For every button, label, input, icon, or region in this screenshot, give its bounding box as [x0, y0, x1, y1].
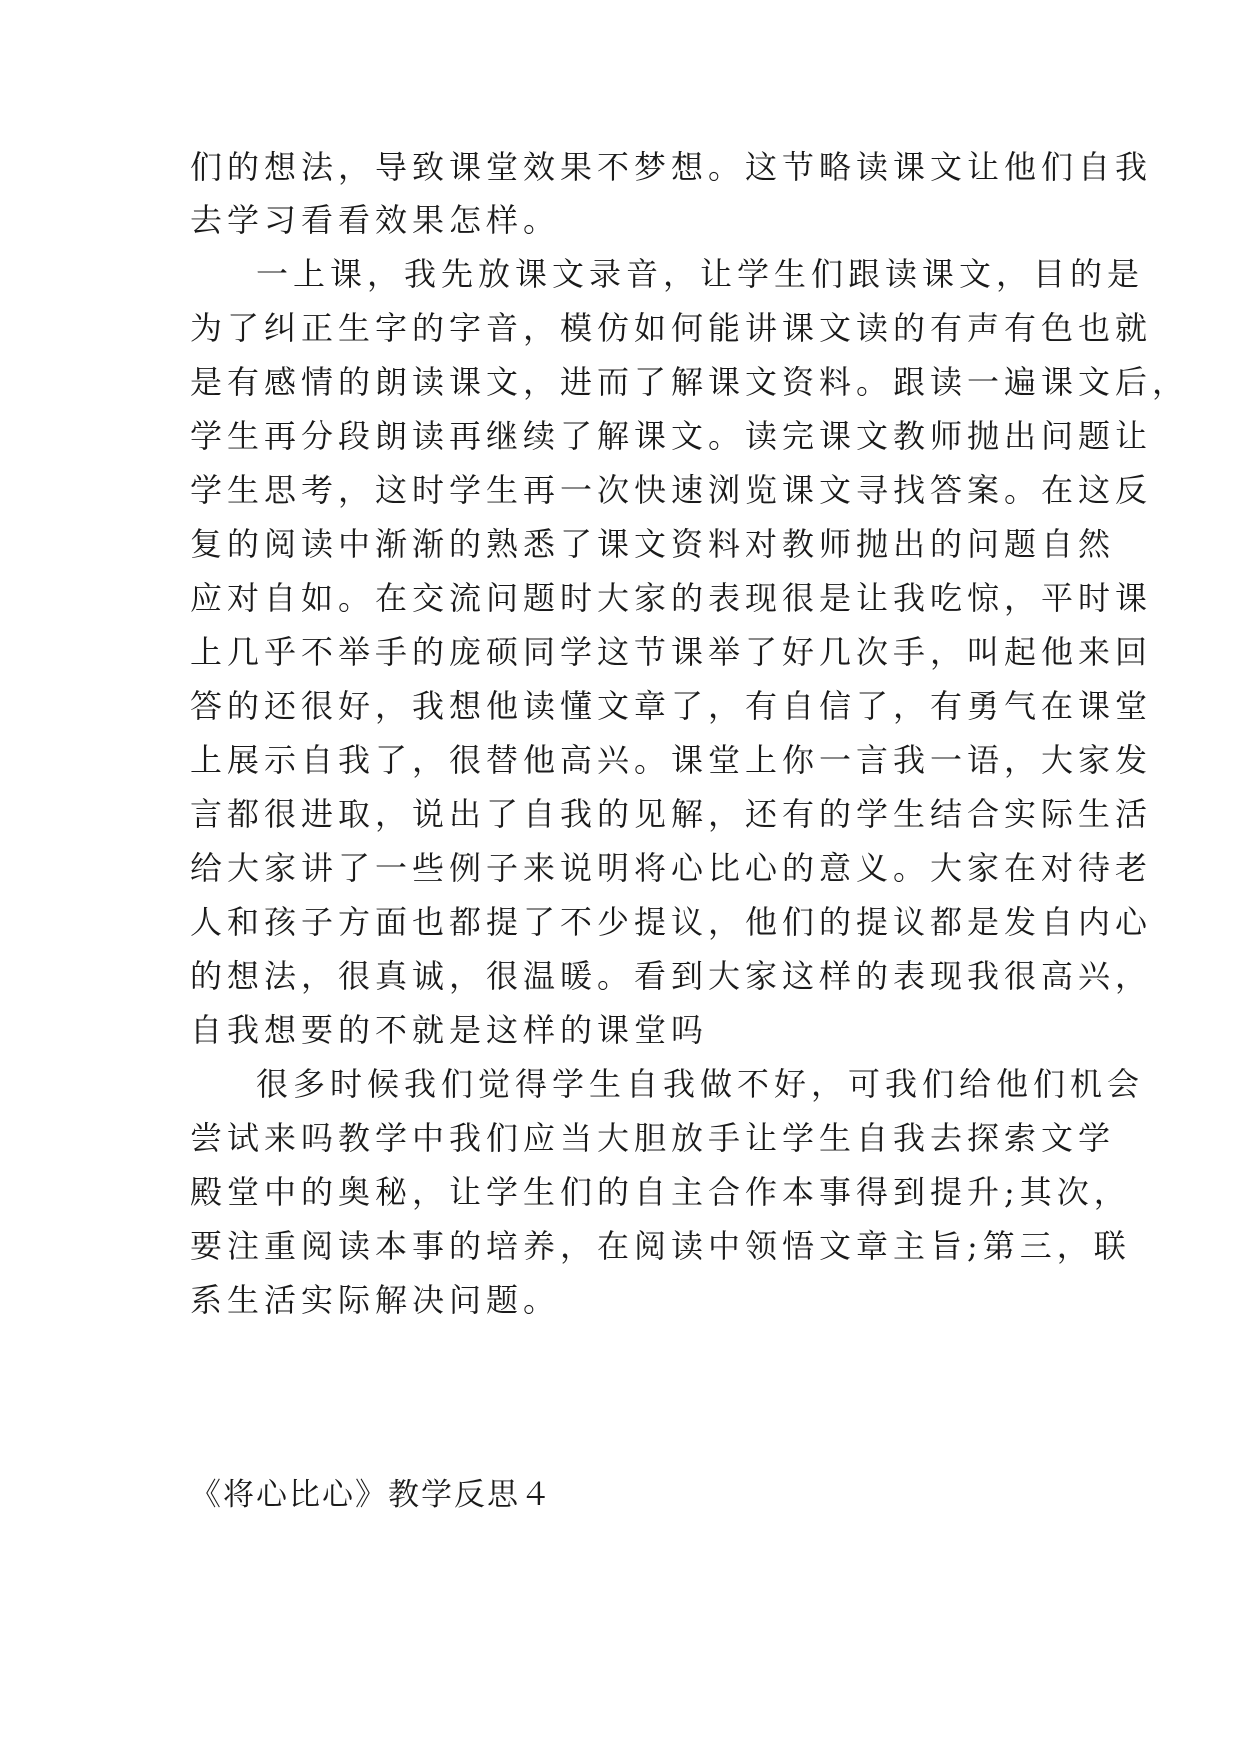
paragraph-line: 尝试来吗教学中我们应当大胆放手让学生自我去探索文学: [190, 1119, 1116, 1157]
paragraph-line: 学生思考，这时学生再一次快速浏览课文寻找答案。在这反: [190, 471, 1153, 509]
paragraph-line: 很多时候我们觉得学生自我做不好，可我们给他们机会: [256, 1065, 1145, 1103]
section-heading: 《将心比心》教学反思４: [190, 1477, 553, 1513]
paragraph-line: 们的想法，导致课堂效果不梦想。这节略读课文让他们自我: [190, 148, 1153, 186]
paragraph-line: 一上课，我先放课文录音，让学生们跟读课文，目的是: [256, 255, 1145, 293]
paragraph-line: 言都很进取，说出了自我的见解，还有的学生结合实际生活: [190, 795, 1153, 833]
paragraph-line: 应对自如。在交流问题时大家的表现很是让我吃惊，平时课: [190, 579, 1153, 617]
paragraph-line: 给大家讲了一些例子来说明将心比心的意义。大家在对待老: [190, 849, 1153, 887]
paragraph-line: 答的还很好，我想他读懂文章了，有自信了，有勇气在课堂: [190, 687, 1153, 725]
paragraph-line: 学生再分段朗读再继续了解课文。读完课文教师抛出问题让: [190, 417, 1153, 455]
paragraph-line: 系生活实际解决问题。: [190, 1281, 561, 1319]
paragraph-line: 的想法，很真诚，很温暖。看到大家这样的表现我很高兴，: [190, 957, 1153, 995]
paragraph-line: 上展示自我了，很替他高兴。课堂上你一言我一语，大家发: [190, 741, 1153, 779]
paragraph-line: 为了纠正生字的字音，模仿如何能讲课文读的有声有色也就: [190, 309, 1153, 347]
paragraph-line: 殿堂中的奥秘，让学生们的自主合作本事得到提升;其次，: [190, 1173, 1131, 1211]
paragraph-line: 要注重阅读本事的培养，在阅读中领悟文章主旨;第三，联: [190, 1227, 1131, 1265]
paragraph-line: 复的阅读中渐渐的熟悉了课文资料对教师抛出的问题自然: [190, 525, 1116, 563]
paragraph-line: 人和孩子方面也都提了不少提议，他们的提议都是发自内心: [190, 903, 1153, 941]
paragraph-line: 去学习看看效果怎样。: [190, 201, 561, 239]
paragraph-line: 自我想要的不就是这样的课堂吗: [190, 1011, 709, 1049]
paragraph-line: 是有感情的朗读课文，进而了解课文资料。跟读一遍课文后，: [190, 363, 1190, 401]
paragraph-line: 上几乎不举手的庞硕同学这节课举了好几次手，叫起他来回: [190, 633, 1153, 671]
